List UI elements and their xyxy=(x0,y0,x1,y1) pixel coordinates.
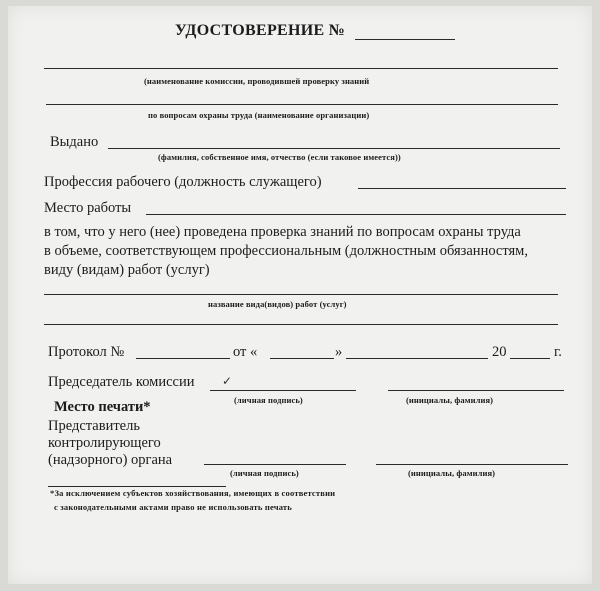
statement-line-3: виду (видам) работ (услуг) xyxy=(44,262,210,278)
initials-caption-1: (инициалы, фамилия) xyxy=(406,395,494,405)
chairman-signature-line xyxy=(210,390,356,391)
footnote-line-1: *За исключением субъектов хозяйствования, имеющих в соответствии xyxy=(50,488,336,498)
date-month-line xyxy=(346,358,488,359)
date-day-line xyxy=(270,358,334,359)
year-line xyxy=(510,358,550,359)
footnote-line-2: с законодательными актами право не использовать печать xyxy=(54,502,292,512)
representative-line-1: Представитель xyxy=(48,418,140,434)
organization-caption: по вопросам охраны труда (наименование организации) xyxy=(148,110,370,120)
certificate-number-line xyxy=(355,39,455,40)
representative-line-2: контролирующего xyxy=(48,435,161,451)
chairman-label: Председатель комиссии xyxy=(48,374,195,390)
statement-line-2: в объеме, соответствующем профессиональным (должностным обязанностям, xyxy=(44,243,528,259)
work-type-caption: название вида(видов) работ (услуг) xyxy=(208,299,347,309)
issued-label: Выдано xyxy=(50,134,99,150)
signature-mark-icon: ✓ xyxy=(222,374,233,388)
representative-line-3: (надзорного) органа xyxy=(48,452,173,468)
statement-line-1: в том, что у него (нее) проведена проверка знаний по вопросам охраны труда xyxy=(44,224,521,240)
representative-signature-line xyxy=(204,464,346,465)
initials-caption-2: (инициалы, фамилия) xyxy=(408,468,496,478)
certificate-title: УДОСТОВЕРЕНИЕ № xyxy=(175,22,346,39)
workplace-line xyxy=(146,214,566,215)
commission-caption: (наименование комиссии, проводившей проверку знаний xyxy=(144,76,370,86)
workplace-label: Место работы xyxy=(44,200,132,216)
protocol-label: Протокол № xyxy=(48,344,125,360)
certificate-card xyxy=(8,6,592,584)
signature-caption-2: (личная подпись) xyxy=(230,468,299,478)
work-type-line-2 xyxy=(44,324,558,325)
work-type-line xyxy=(44,294,558,295)
year-prefix: 20 xyxy=(492,344,507,360)
chairman-initials-line xyxy=(388,390,564,391)
organization-line xyxy=(46,104,558,105)
date-quote-close: » xyxy=(335,344,343,360)
profession-label: Профессия рабочего (должность служащего) xyxy=(44,174,322,190)
issued-line xyxy=(108,148,560,149)
profession-line xyxy=(358,188,566,189)
protocol-number-line xyxy=(136,358,230,359)
stamp-place-label: Место печати* xyxy=(54,399,151,415)
footnote-separator xyxy=(48,486,226,487)
commission-line xyxy=(44,68,558,69)
year-suffix: г. xyxy=(554,344,562,360)
representative-initials-line xyxy=(376,464,568,465)
date-from-label: от « xyxy=(233,344,258,360)
fio-caption: (фамилия, собственное имя, отчество (если таковое имеется)) xyxy=(158,152,401,162)
signature-caption-1: (личная подпись) xyxy=(234,395,303,405)
